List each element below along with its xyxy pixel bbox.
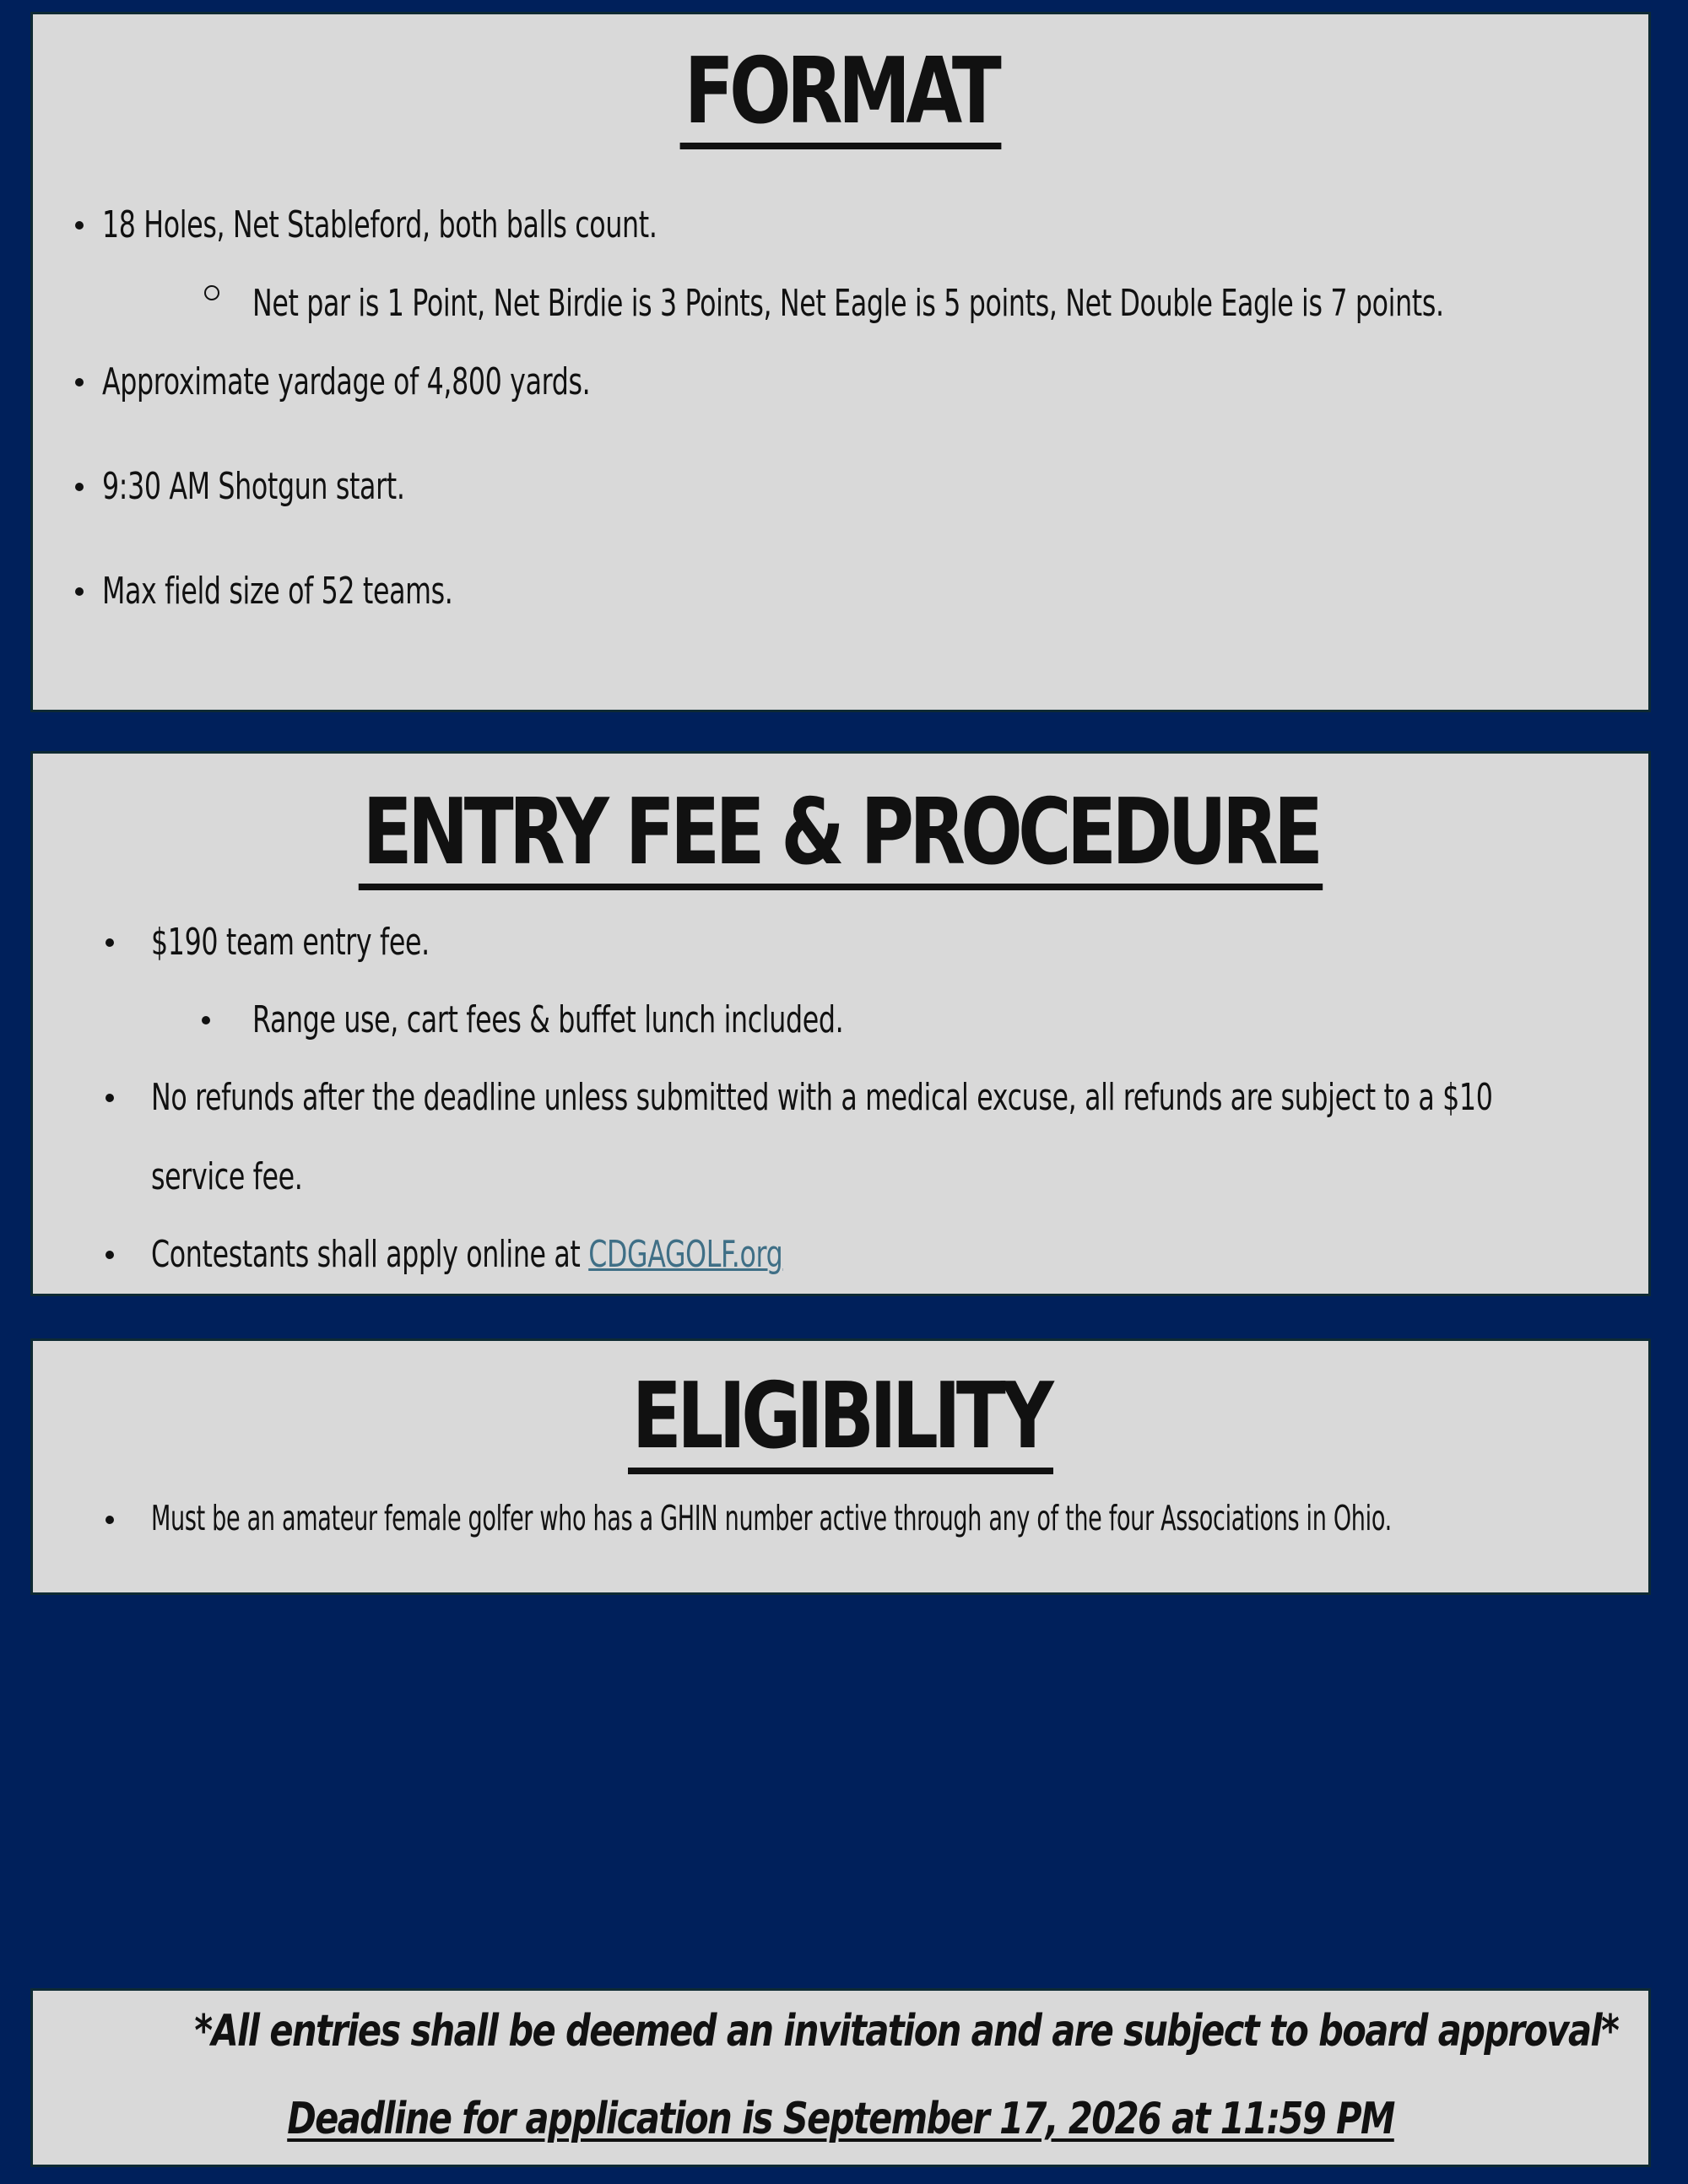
format-item-yardage: Approximate yardage of 4,800 yards. (102, 360, 591, 403)
bullet-icon (75, 483, 84, 491)
invitation-note: *All entries shall be deemed an invitation and are subject to board approval* (194, 2006, 1619, 2057)
entry-fee-heading: ENTRY FEE & PROCEDURE (194, 787, 1486, 890)
bullet-icon (75, 378, 84, 387)
entry-item-included: Range use, cart fees & buffet lunch included. (252, 998, 844, 1041)
bullet-icon (106, 1251, 114, 1259)
bullet-icon (106, 1094, 114, 1102)
entry-item-refunds: No refunds after the deadline unless submitted with a medical excuse, all refunds are subject to a $10 (151, 1076, 1493, 1119)
apply-text: Contestants shall apply online at (151, 1233, 589, 1276)
format-item-points: Net par is 1 Point, Net Birdie is 3 Points, Net Eagle is 5 points, Net Double Eagle is 7 points. (252, 282, 1444, 325)
bullet-icon (106, 938, 114, 947)
eligibility-heading: ELIGIBILITY (194, 1371, 1486, 1474)
format-heading: FORMAT (194, 46, 1486, 149)
bullet-icon (75, 587, 84, 596)
deadline-note: Deadline for application is September 17, 2026 at 11:59 PM (287, 2094, 1394, 2144)
format-item-start: 9:30 AM Shotgun start. (102, 465, 405, 508)
entry-fee-panel (30, 751, 1651, 1296)
bullet-icon (75, 221, 84, 230)
bullet-icon (202, 1016, 210, 1024)
footer-panel (30, 1988, 1651, 2167)
format-item-holes: 18 Holes, Net Stableford, both balls count. (102, 203, 657, 246)
bullet-icon (106, 1516, 114, 1524)
cdgagolf-link[interactable]: CDGAGOLF.org (588, 1233, 783, 1276)
format-panel (30, 12, 1651, 712)
circle-bullet-icon (204, 285, 219, 300)
entry-item-refunds-cont: service fee. (151, 1155, 303, 1198)
eligibility-panel (30, 1338, 1651, 1595)
format-item-field-size: Max field size of 52 teams. (102, 570, 453, 613)
entry-item-apply (151, 1233, 783, 1276)
eligibility-item: Must be an amateur female golfer who has a GHIN number active through any of the four Associations in Ohio. (151, 1498, 1392, 1538)
entry-item-fee: $190 team entry fee. (151, 921, 430, 964)
